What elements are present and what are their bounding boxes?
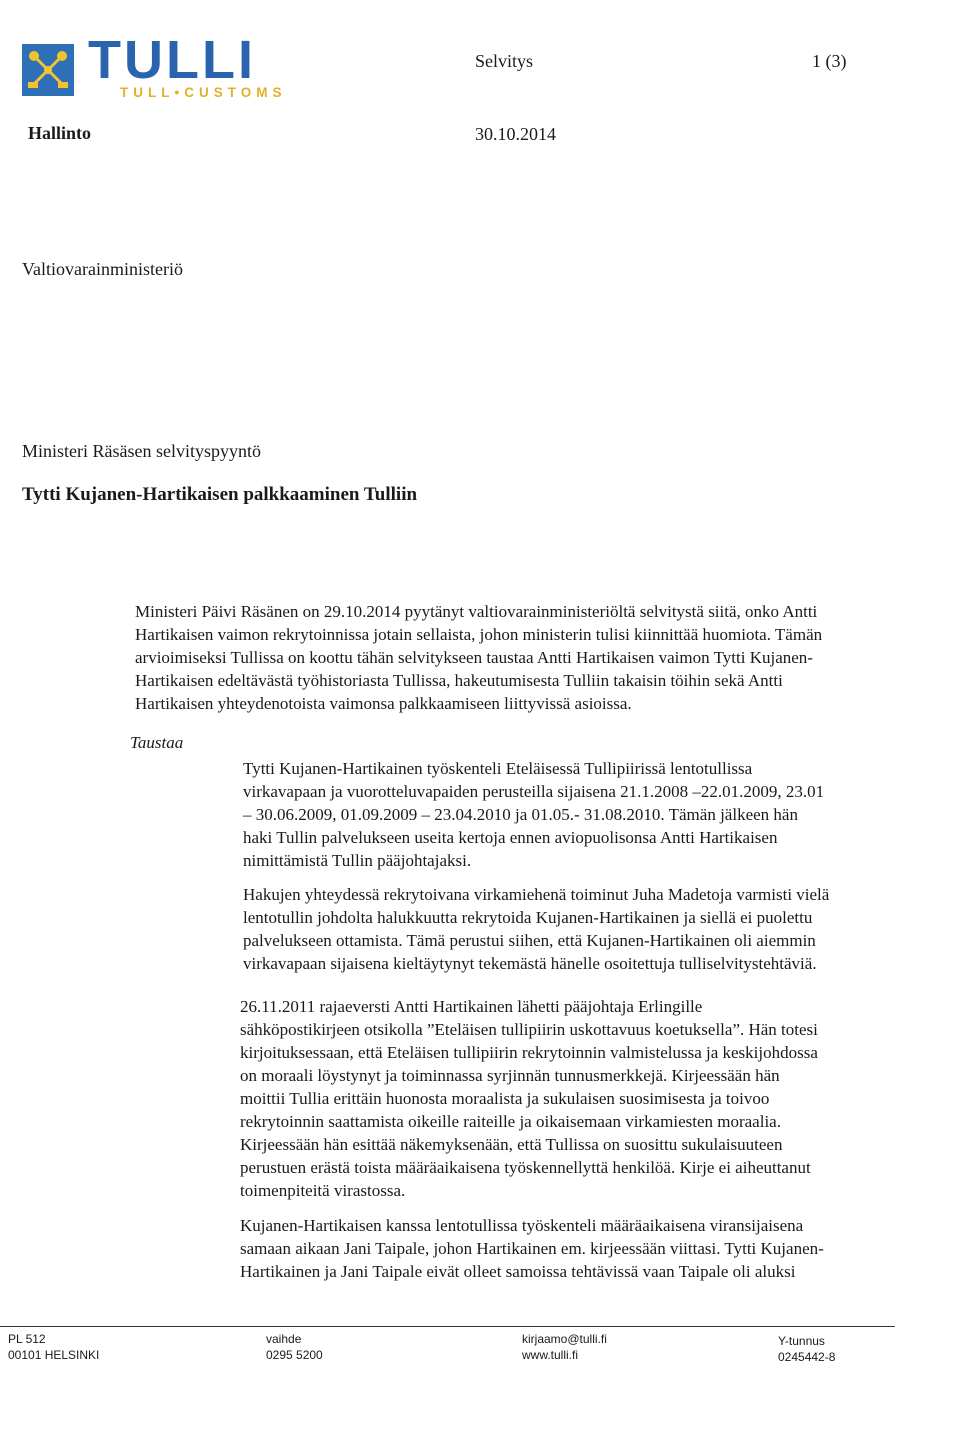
- text-line: Hartikaisen edeltävästä työhistoriasta Tullissa, hakeutumisesta Tulliin takaisin töihin sekä Antti: [135, 671, 783, 690]
- section-label: Taustaa: [130, 733, 184, 752]
- intro-paragraph: [135, 600, 822, 715]
- footer-id-label: Y-tunnus: [778, 1334, 825, 1348]
- text-line: lentotullin johdolta halukkuutta rekrytoida Kujanen-Hartikainen ja siellä ei puolettu: [243, 908, 813, 927]
- text-line: virkavapaan sijaisena kieltäytynyt tekemästä hänelle osoitettuja tulliselvitystehtäviä.: [243, 954, 817, 973]
- page-number: 1 (3): [812, 51, 847, 71]
- text-line: arvioimiseksi Tullissa on koottu tähän selvitykseen taustaa Antti Hartikaisen vaimon Tytti Kujanen-: [135, 648, 813, 667]
- footer-city: 00101 HELSINKI: [8, 1348, 100, 1362]
- text-line: rekrytoinnin saattamista oikeille raiteille ja oikaisemaan virkamiesten moraalia.: [240, 1112, 781, 1131]
- text-line: sähköpostikirjeen otsikolla ”Eteläisen tullipiirin uskottavuus koetuksella”. Hän totesi: [240, 1020, 818, 1039]
- text-line: Kujanen-Hartikaisen kanssa lentotullissa työskenteli määräaikaisena viransijaisena: [240, 1216, 804, 1235]
- customs-emblem-icon: [22, 44, 74, 96]
- text-line: 26.11.2011 rajaeversti Antti Hartikainen lähetti pääjohtaja Erlingille: [240, 997, 703, 1016]
- body-paragraph: [240, 1214, 824, 1283]
- text-line: Kirjeessään hän esittää näkemyksenään, että Tullissa on suosittu sukulaisuuteen: [240, 1135, 783, 1154]
- footer-phone: [266, 1331, 323, 1363]
- text-line: Tytti Kujanen-Hartikainen työskenteli Eteläisessä Tullipiirissä lentotullissa: [243, 759, 753, 778]
- footer-website: www.tulli.fi: [522, 1348, 579, 1362]
- text-line: on moraali löystynyt ja toiminnassa syrjinnän tunnusmerkkejä. Kirjeessään hän: [240, 1066, 780, 1085]
- text-line: palvelukseen ottamista. Tämä perustui siihen, että Kujanen-Hartikainen oli aiemmin: [243, 931, 816, 950]
- text-line: – 30.06.2009, 01.09.2009 – 23.04.2010 ja 01.05.- 31.08.2010. Tämän jälkeen hän: [243, 805, 798, 824]
- body-paragraph: [243, 757, 824, 872]
- document-title: Tytti Kujanen-Hartikaisen palkkaaminen Tulliin: [22, 484, 418, 505]
- logo-wordmark: TULLI: [88, 30, 256, 90]
- document-date: 30.10.2014: [475, 124, 556, 144]
- footer-po-box: PL 512: [8, 1332, 46, 1346]
- document-type: Selvitys: [475, 51, 534, 71]
- text-line: kirjoituksessaan, että Eteläisen tullipiirin rekrytoinnin valmistelussa ja keskijohdossa: [240, 1043, 818, 1062]
- text-line: Hartikaisen yhteydenotoista vaimonsa palkkaamiseen liittyvissä asioissa.: [135, 694, 632, 713]
- footer-contact: [522, 1331, 607, 1363]
- text-line: Hartikainen ja Jani Taipale eivät olleet samoissa tehtävissä vaan Taipale oli aluksi: [240, 1262, 796, 1281]
- body-paragraph: [240, 995, 818, 1202]
- recipient: Valtiovarainministeriö: [22, 259, 183, 279]
- subject-line: Ministeri Räsäsen selvityspyyntö: [22, 441, 261, 461]
- text-line: toimenpiteitä virastossa.: [240, 1181, 406, 1200]
- department: Hallinto: [28, 123, 92, 143]
- text-line: perustuen erästä toista määräaikaisena työskennellyttä henkilöä. Kirje ei aiheuttanut: [240, 1158, 811, 1177]
- footer-email: kirjaamo@tulli.fi: [522, 1332, 607, 1346]
- text-line: Ministeri Päivi Räsänen on 29.10.2014 pyytänyt valtiovarainministeriöltä selvitystä siitä, onko Antti: [135, 602, 818, 621]
- footer-address: [8, 1331, 99, 1363]
- footer-phone-number: 0295 5200: [266, 1348, 323, 1362]
- logo-subtitle: TULL•CUSTOMS: [120, 85, 287, 100]
- text-line: Hartikaisen vaimon rekrytoinnissa jotain sellaista, johon ministerin tulisi kiinnittää huomiota. Tämän: [135, 625, 823, 644]
- text-line: moittii Tullia erittäin huonosta moraalista ja sukulaisen suosimisesta ja toivoo: [240, 1089, 770, 1108]
- body-paragraph: [243, 883, 829, 975]
- text-line: virkavapaan ja vuorotteluvapaiden perusteilla sijaisena 21.1.2008 –22.01.2009, 23.01: [243, 782, 825, 801]
- text-line: nimittämistä Tullin pääjohtajaksi.: [243, 851, 472, 870]
- text-line: haki Tullin palvelukseen useita kertoja ennen aviopuolisonsa Antti Hartikaisen: [243, 828, 778, 847]
- footer-phone-label: vaihde: [266, 1332, 302, 1346]
- text-line: samaan aikaan Jani Taipale, johon Hartikainen em. kirjeessään viittasi. Tytti Kujanen-: [240, 1239, 824, 1258]
- text-line: Hakujen yhteydessä rekrytoivana virkamiehenä toiminut Juha Madetoja varmisti vielä: [243, 885, 830, 904]
- footer-divider: [0, 1326, 895, 1327]
- footer-id-number: 0245442-8: [778, 1350, 836, 1364]
- footer-business-id: [778, 1333, 835, 1365]
